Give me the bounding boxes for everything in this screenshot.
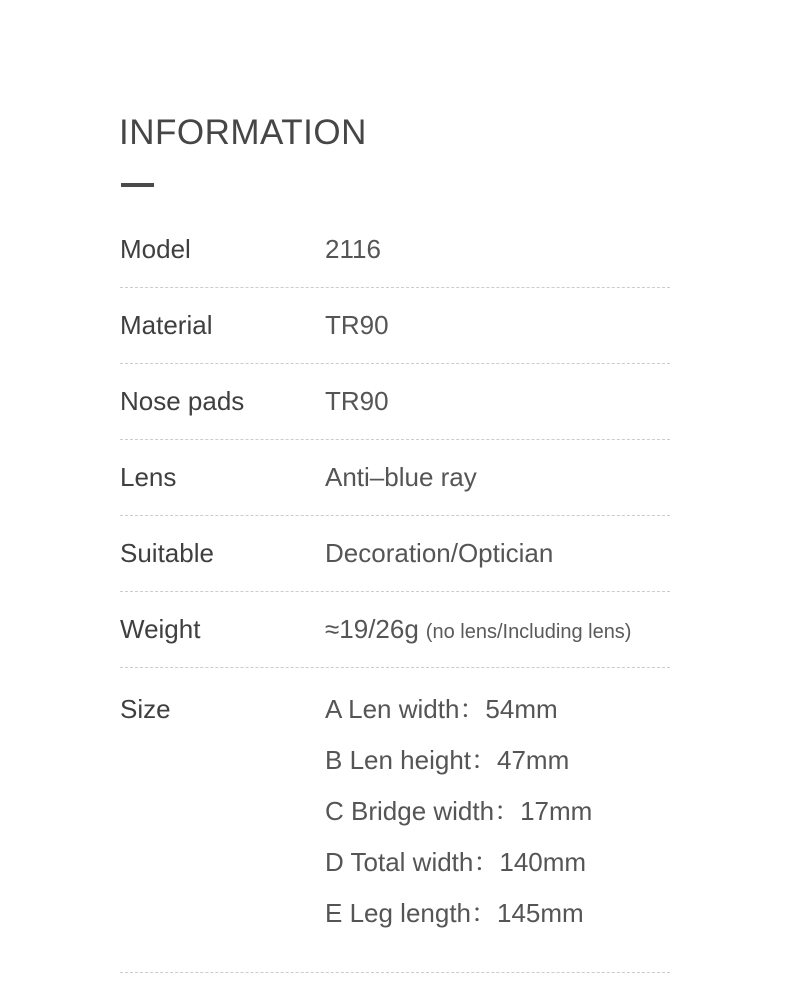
spec-row-nose-pads [120,364,670,440]
title-underline [121,183,154,187]
size-line-a: A Len width：54mm [325,694,558,724]
size-line-e: E Leg length：145mm [325,898,584,928]
spec-value [325,614,670,645]
spec-label: Nose pads [120,386,245,416]
size-line-c: C Bridge width：17mm [325,796,593,826]
spec-table [120,212,670,973]
size-lines [325,684,670,939]
spec-label: Weight [120,614,201,644]
size-line-b: B Len height：47mm [325,745,570,775]
spec-value: TR90 [325,386,389,416]
spec-label: Size [120,694,171,724]
spec-row-suitable [120,516,670,592]
spec-label: Material [120,310,213,340]
spec-row-model [120,212,670,288]
spec-row-material [120,288,670,364]
spec-value: TR90 [325,310,389,340]
page-title: INFORMATION [119,113,367,152]
spec-value: 2116 [325,234,381,264]
spec-label: Model [120,234,191,264]
spec-row-size [120,668,670,973]
size-line-d: D Total width：140mm [325,847,587,877]
spec-value: Anti–blue ray [325,462,477,492]
spec-row-lens [120,440,670,516]
spec-value: Decoration/Optician [325,538,554,568]
spec-label: Lens [120,462,177,492]
weight-value: ≈19/26g [325,614,419,644]
spec-label: Suitable [120,538,214,568]
spec-row-weight [120,592,670,668]
weight-note: (no lens/Including lens) [425,621,632,643]
